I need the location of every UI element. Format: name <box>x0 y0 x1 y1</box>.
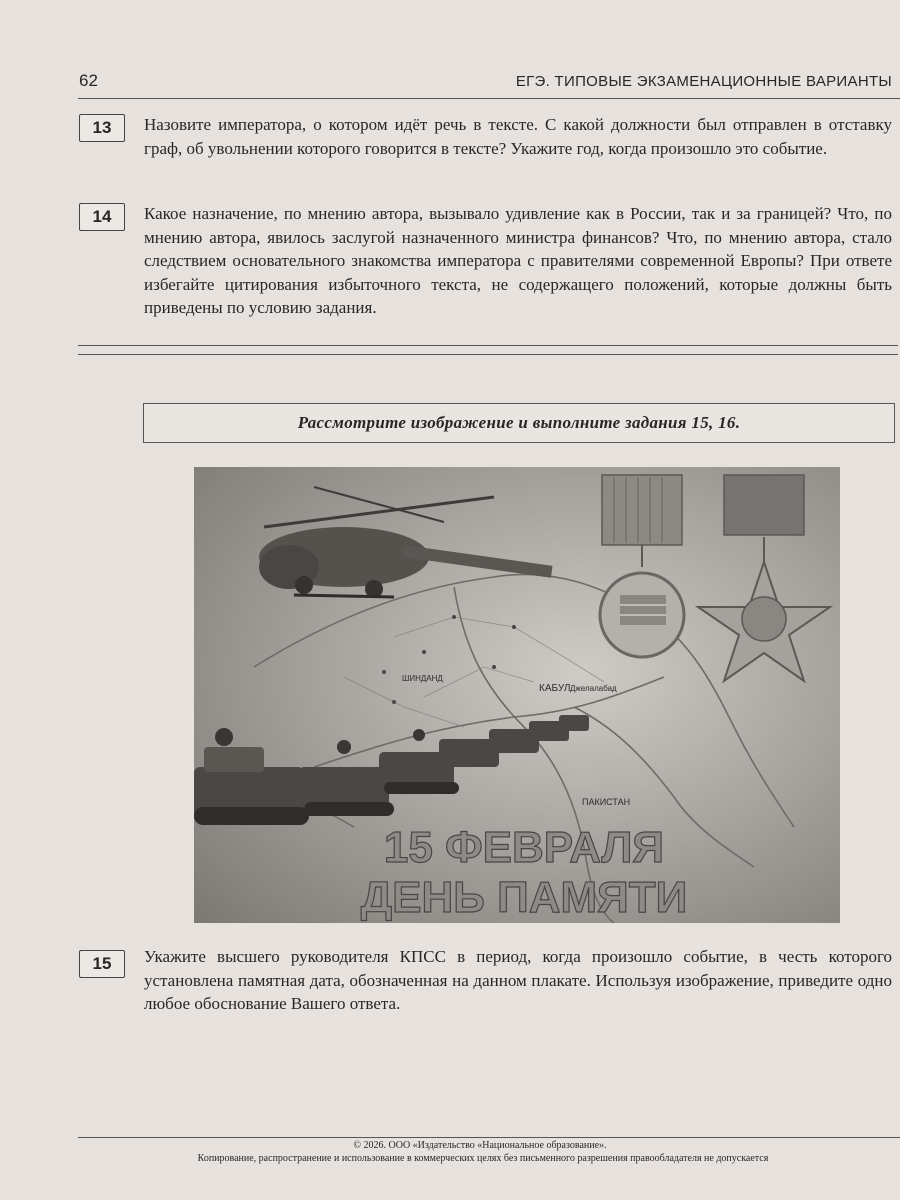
footer-notice: Копирование, распространение и использование в коммерческих целях без письменного разрешения правообладателя не допускается <box>197 1153 769 1164</box>
task-number-14: 14 <box>79 203 125 231</box>
page-number: 62 <box>79 71 98 90</box>
section-divider <box>78 345 898 346</box>
running-title: ЕГЭ. ТИПОВЫЕ ЭКЗАМЕНАЦИОННЫЕ ВАРИАНТЫ <box>515 73 892 90</box>
task-number-15: 15 <box>79 950 125 978</box>
task-number-13: 13 <box>79 114 125 142</box>
poster-title-date: 15 ФЕВРАЛЯ <box>383 823 665 872</box>
poster-image <box>194 467 840 923</box>
map-label-jalalabad: Джелалабад <box>570 684 617 693</box>
map-label-pakistan: ПАКИСТАН <box>582 797 631 807</box>
header-rule <box>78 98 900 99</box>
task-text-15: Укажите высшего руководителя КПСС в период, когда произошло событие, в честь которого установлена памятная дата, обозначенная на данном плакате. Используя изображение, приведите одно любое обоснование Вашего ответа. <box>144 947 892 1013</box>
instruction-box <box>143 403 895 443</box>
map-label-shindand: ШИНДАНД <box>402 674 443 683</box>
instruction-text: Рассмотрите изображение и выполните задания 15, 16. <box>297 413 741 432</box>
task-text-14: Какое назначение, по мнению автора, вызывало удивление как в России, так и за границей? Что, по мнению автора, явилось заслугой назначенного министра финансов? Что, по мнению автора, стало следствием основательного знакомства императора с правителями современной Европы? При ответе избегайте цитирования избыточного текста, не содержащего положений, которые должны быть приведены по условию задания. <box>144 204 892 317</box>
section-divider <box>78 354 898 355</box>
footer-rule <box>78 1137 900 1138</box>
footer-copyright: © 2026. ООО «Издательство «Национальное образование». <box>353 1140 607 1151</box>
task-text-13: Назовите императора, о котором идёт речь в тексте. С какой должности был отправлен в отставку граф, об увольнении которого говорится в тексте? Укажите год, когда произошло это событие. <box>144 115 892 158</box>
poster-title-memorial: ДЕНЬ ПАМЯТИ <box>360 873 688 922</box>
map-label-kabul: КАБУЛ <box>539 683 571 694</box>
